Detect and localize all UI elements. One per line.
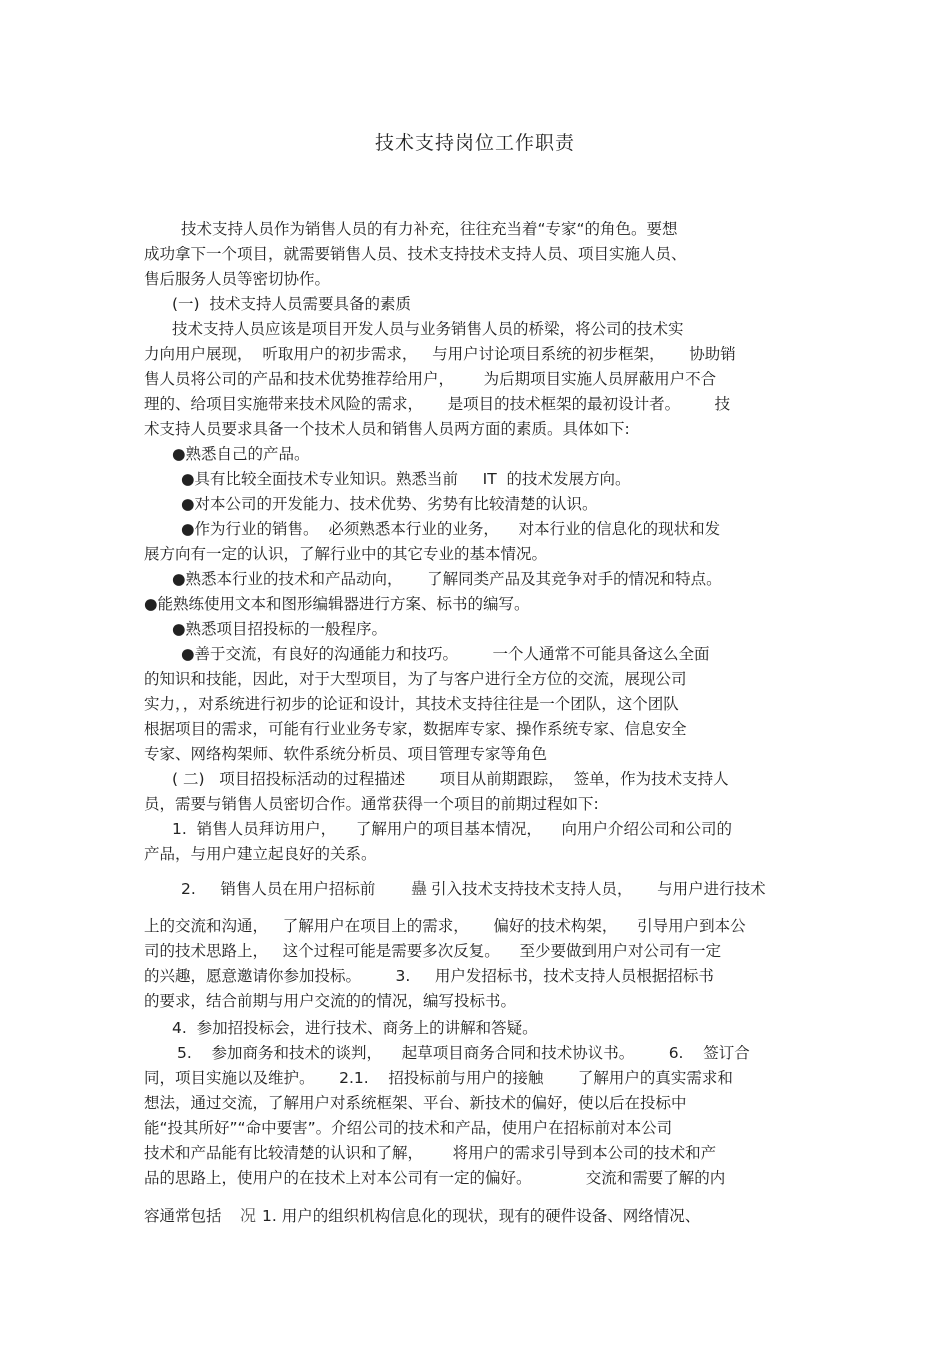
paragraph-line: 售人员将公司的产品和技术优势推荐给用户， 为后期项目实施人员屏蔽用户不合 xyxy=(144,370,717,388)
paragraph-line: 的兴趣，愿意邀请你参加投标。 3. 用户发招标书，技术支持人员根据招标书 xyxy=(144,967,714,985)
paragraph-line: 能“投其所好”“命中要害”。介绍公司的技术和产品，使用户在招标前对本公司 xyxy=(144,1119,673,1137)
paragraph-line: 实力，，对系统进行初步的论证和设计，其技术支持往往是一个团队，这个团队 xyxy=(144,695,679,713)
bullet-item: ●能熟练使用文本和图形编辑器进行方案、标书的编写。 xyxy=(144,595,530,613)
bullet-item: ●熟悉项目招投标的一般程序。 xyxy=(172,620,388,638)
paragraph-line: 专家、网络构架师、软件系统分析员、项目管理专家等角色 xyxy=(144,745,548,763)
numbered-item: 2. 销售人员在用户招标前 xyxy=(181,880,376,898)
paragraph-line: 品的思路上，使用户的在技术上对本公司有一定的偏好。 交流和需要了解的内 xyxy=(144,1169,726,1187)
paragraph-line: 展方向有一定的认识，了解行业中的其它专业的基本情况。 xyxy=(144,545,548,563)
paragraph-line: 司的技术思路上， 这个过程可能是需要多次反复。 至少要做到用户对公司有一定 xyxy=(144,942,721,960)
paragraph-line: 理的、给项目实施带来技术风险的需求， 是项目的技术框架的最初设计者。 技 xyxy=(144,395,731,413)
bullet-item: ●善于交流，有良好的沟通能力和技巧。 一个人通常不可能具备这么全面 xyxy=(181,645,710,663)
paragraph-line: 根据项目的需求，可能有行业业务专家，数据库专家、操作系统专家、信息安全 xyxy=(144,720,687,738)
paragraph-line: 技术支持人员应该是项目开发人员与业务销售人员的桥梁，将公司的技术实 xyxy=(172,320,684,338)
paragraph-line: 想法，通过交流，了解用户对系统框架、平台、新技术的偏好，使以后在投标中 xyxy=(144,1094,687,1112)
paragraph-line: 的知识和技能，因此，对于大型项目，为了与客户进行全方位的交流，展现公司 xyxy=(144,670,687,688)
paragraph-line: 容通常包括 xyxy=(144,1207,222,1225)
paragraph-line: 的要求，结合前期与用户交流的的情况，编写投标书。 xyxy=(144,992,517,1010)
bullet-item: ●熟悉本行业的技术和产品动向， 了解同类产品及其竞争对手的情况和特点。 xyxy=(172,570,722,588)
paragraph-line: 同，项目实施以及维护。 2.1. 招投标前与用户的接触 了解用户的真实需求和 xyxy=(144,1069,733,1087)
bullet-item: ●作为行业的销售。 必须熟悉本行业的业务， 对本行业的信息化的现状和发 xyxy=(181,520,721,538)
numbered-item: 4. 参加招投标会，进行技术、商务上的讲解和答疑。 xyxy=(172,1019,538,1037)
paragraph-line: 成功拿下一个项目，就需要销售人员、技术支持技术支持人员、项目实施人员、 xyxy=(144,245,687,263)
paragraph-line: 员，需要与销售人员密切合作。通常获得一个项目的前期过程如下: xyxy=(144,795,599,813)
section-heading: ( 二) 项目招投标活动的过程描述 项目从前期跟踪， 签单，作为技术支持人 xyxy=(172,770,729,788)
section-heading: (一) 技术支持人员需要具备的素质 xyxy=(172,295,411,313)
page-title: 技术支持岗位工作职责 xyxy=(374,132,575,154)
paragraph-line: 力向用户展现， 听取用户的初步需求， 与用户讨论项目系统的初步框架， 协助销 xyxy=(144,345,736,363)
paragraph-line: 引入技术支持技术支持人员， 与用户进行技术 xyxy=(431,880,766,898)
paragraph-line: 术支持人员要求具备一个技术人员和销售人员两方面的素质。具体如下: xyxy=(144,420,630,438)
paragraph-line: 技术和产品能有比较清楚的认识和了解， 将用户的需求引导到本公司的技术和产 xyxy=(144,1144,717,1162)
bullet-item: ●熟悉自己的产品。 xyxy=(172,445,310,463)
paragraph-line: 售后服务人员等密切协作。 xyxy=(144,270,331,288)
bullet-item: ●具有比较全面技术专业知识。熟悉当前 IT 的技术发展方向。 xyxy=(181,470,631,488)
numbered-item: 5. 参加商务和技术的谈判， 起草项目商务合同和技术协议书。 6. 签订合 xyxy=(177,1044,750,1062)
garbled-glyph: 况 xyxy=(240,1206,257,1225)
paragraph-line: 产品，与用户建立起良好的关系。 xyxy=(144,845,377,863)
numbered-item: 1. 销售人员拜访用户， 了解用户的项目基本情况， 向用户介绍公司和公司的 xyxy=(172,820,733,838)
numbered-item: 1. 用户的组织机构信息化的现状，现有的硬件设备、网络情况、 xyxy=(262,1207,701,1225)
paragraph-line: 上的交流和沟通， 了解用户在项目上的需求， 偏好的技术构架， 引导用户到本公 xyxy=(144,917,746,935)
paragraph-line: 技术支持人员作为销售人员的有力补充，往往充当着“专家“的角色。要想 xyxy=(181,220,678,238)
bullet-item: ●对本公司的开发能力、技术优势、劣势有比较清楚的认识。 xyxy=(181,495,598,513)
garbled-glyph: 蠱 xyxy=(411,879,428,898)
